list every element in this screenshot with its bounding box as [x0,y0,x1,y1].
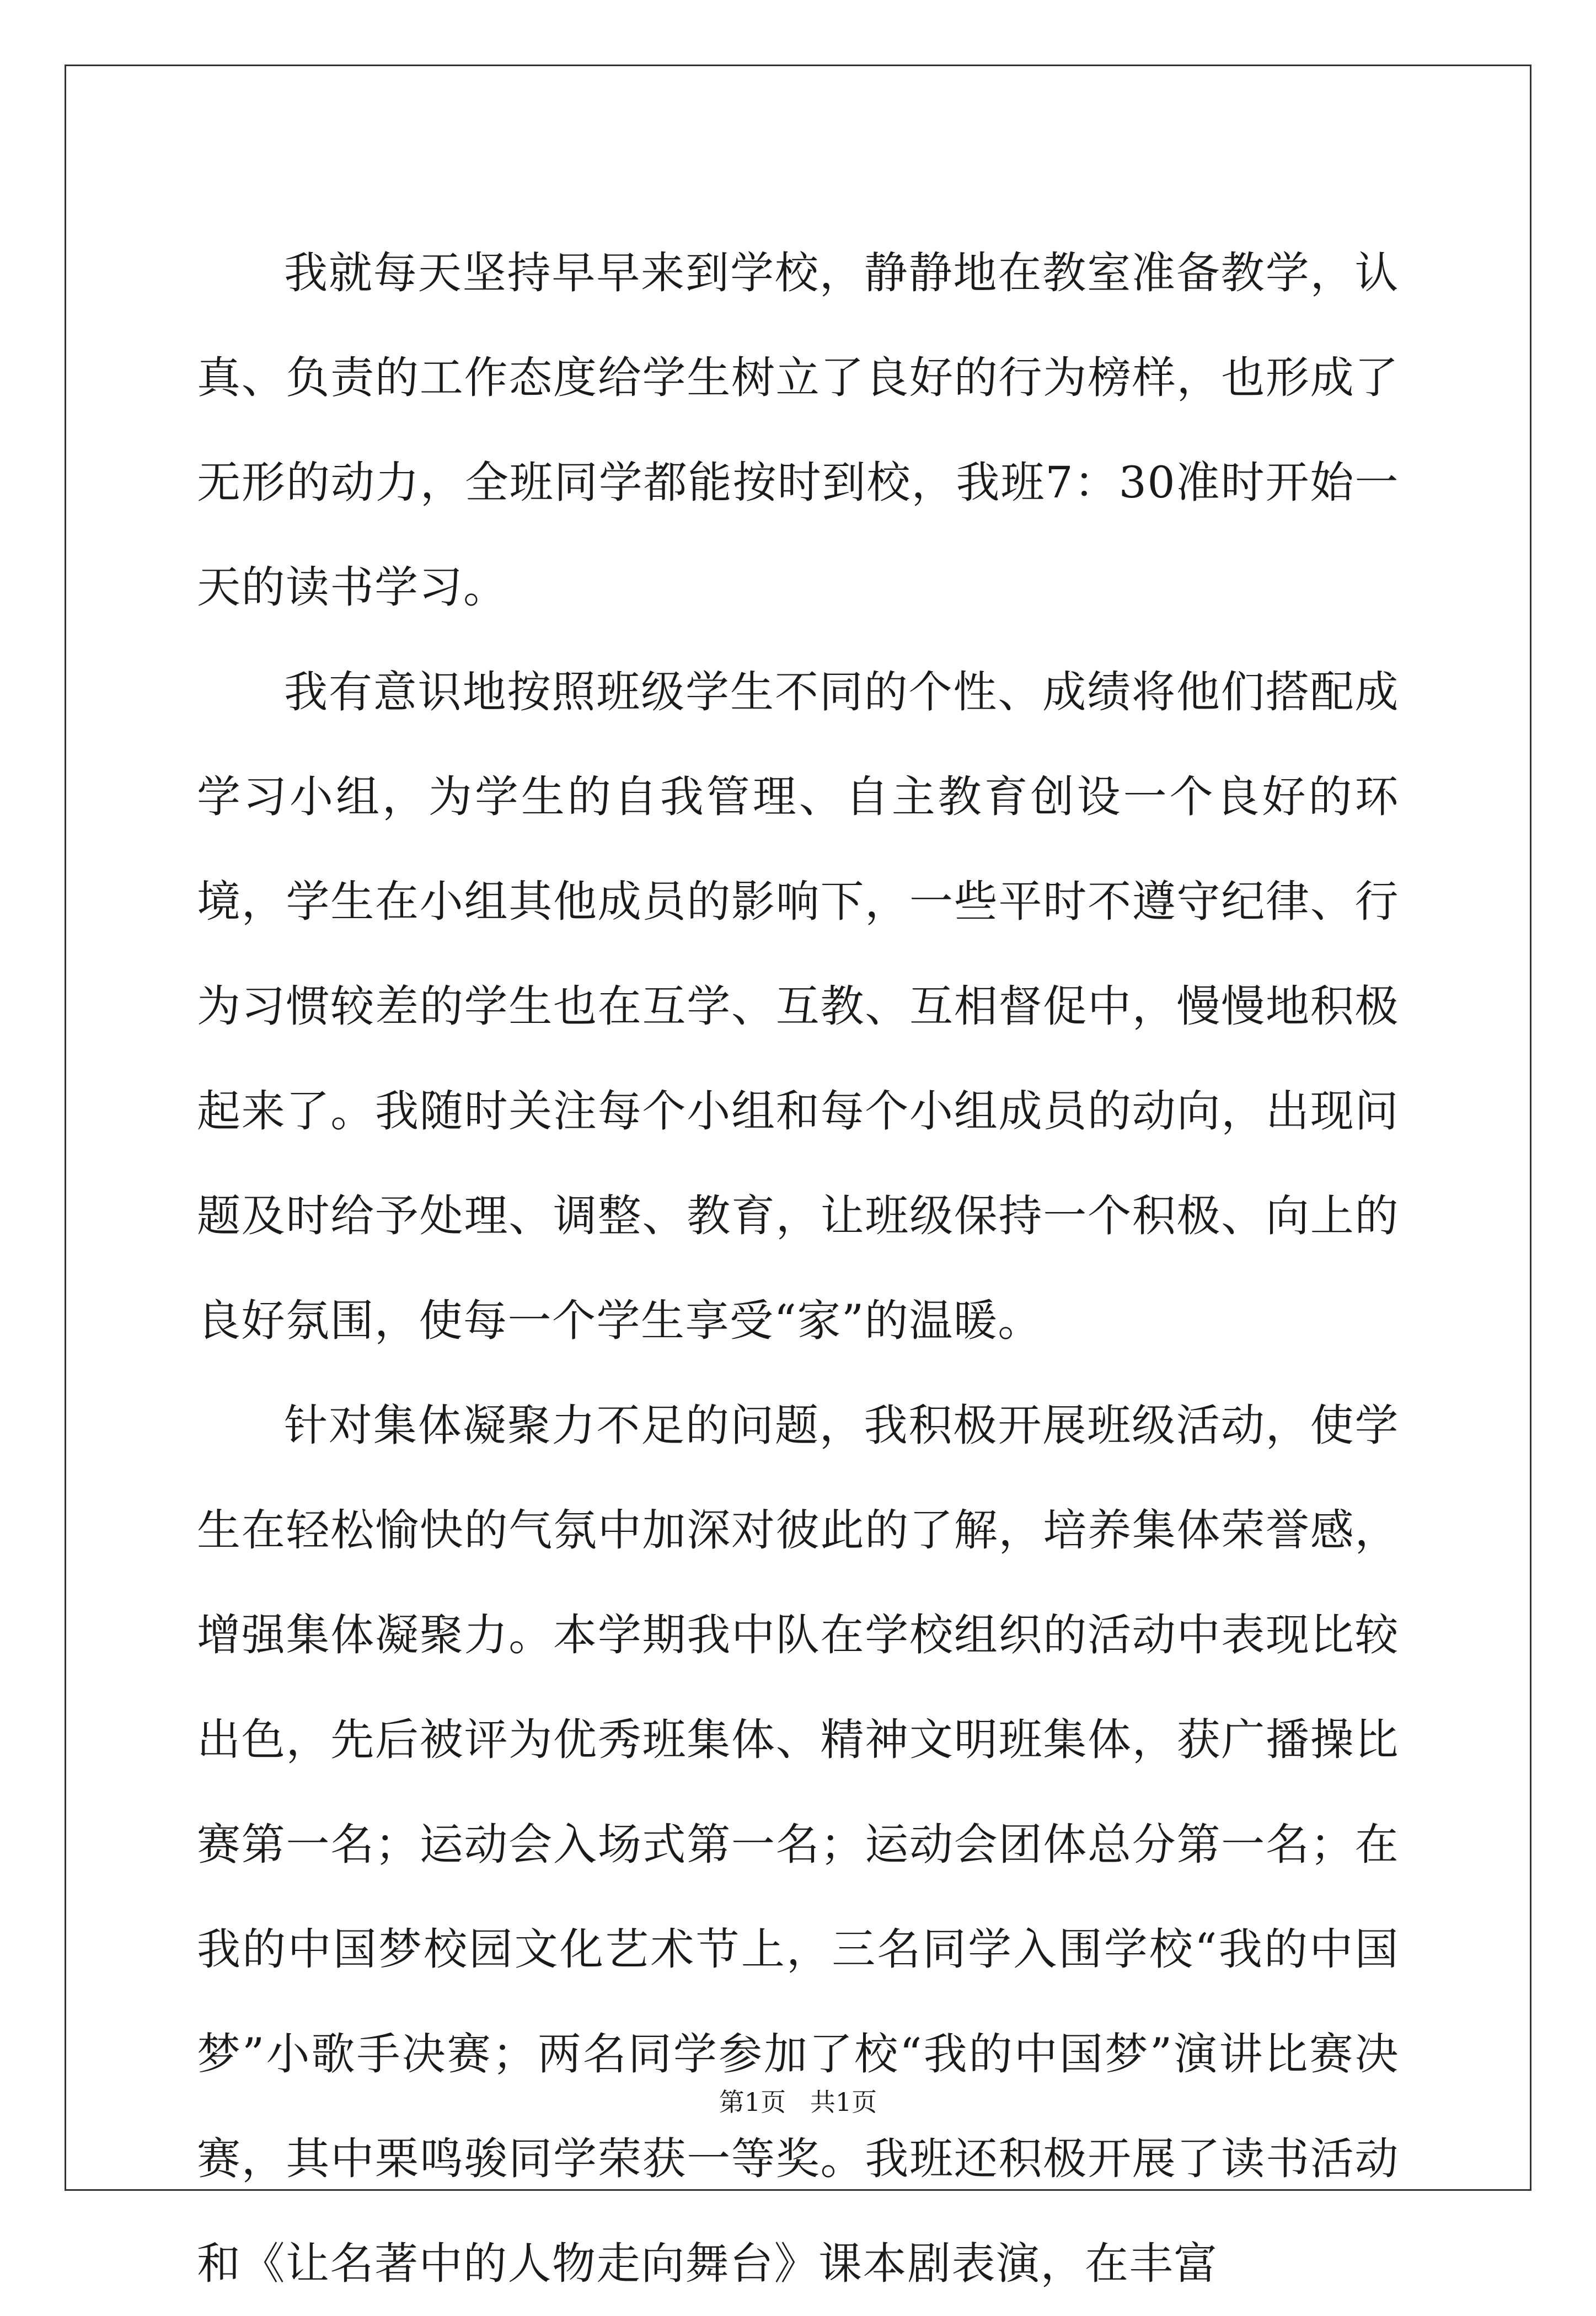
document-body [197,221,1399,2316]
paragraph-3: 针对集体凝聚力不足的问题，我积极开展班级活动，使学生在轻松愉快的气氛中加深对彼此的了解，培养集体荣誉感，增强集体凝聚力。本学期我中队在学校组织的活动中表现比较出色，先后被评为优秀班集体、精神文明班集体，获广播操比赛第一名；运动会入场式第一名；运动会团体总分第一名；在我的中国梦校园文化艺术节上，三名同学入围学校“我的中国梦”小歌手决赛；两名同学参加了校“我的中国梦”演讲比赛决赛，其中栗鸣骏同学荣获一等奖。我班还积极开展了读书活动和《让名著中的人物走向舞台》课本剧表演，在丰富 [197,1400,1399,2289]
paragraph-1: 我就每天坚持早早来到学校，静静地在教室准备教学，认真、负责的工作态度给学生树立了良好的行为榜样，也形成了无形的动力，全班同学都能按时到校，我班7：30准时开始一天的读书学习。 [197,248,1399,613]
paragraph-2: 我有意识地按照班级学生不同的个性、成绩将他们搭配成学习小组，为学生的自我管理、自主教育创设一个良好的环境，学生在小组其他成员的影响下，一些平时不遵守纪律、行为习惯较差的学生也在互学、互教、互相督促中，慢慢地积极起来了。我随时关注每个小组和每个小组成员的动向，出现问题及时给予处理、调整、教育，让班级保持一个积极、向上的良好氛围，使每一个学生享受“家”的温暖。 [197,667,1399,1346]
page-number-footer: 第1页 共1页 [719,2087,877,2117]
